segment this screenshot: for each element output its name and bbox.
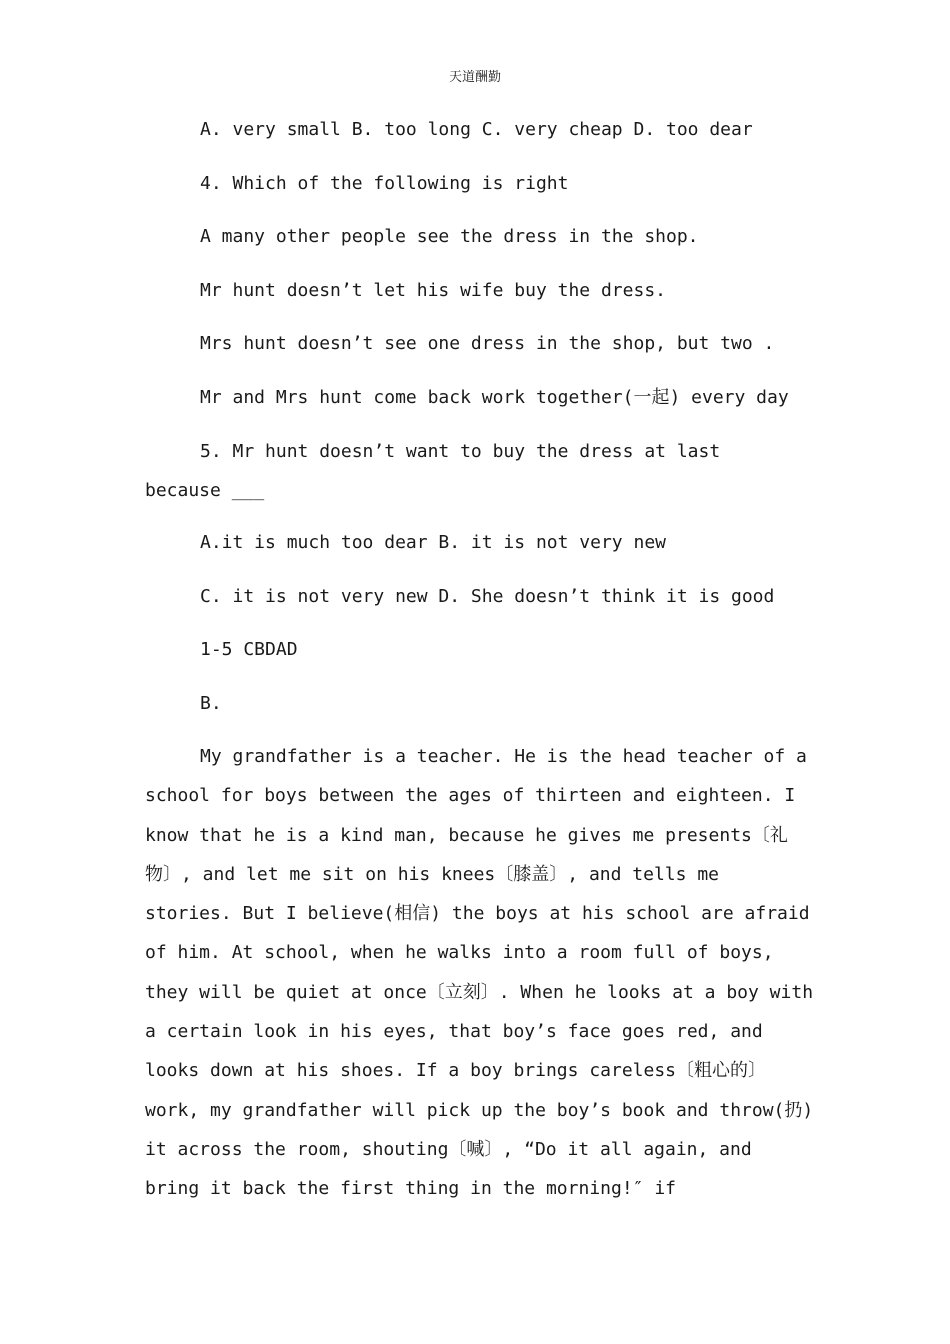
document-body [145, 111, 815, 1209]
question-4: 4. Which of the following is right [200, 172, 569, 194]
option-b-q4: Mr hunt doesn’t let his wife buy the dress. [200, 279, 666, 301]
answer-options-q3: A. very small B. too long C. very cheap D. too dear [200, 119, 753, 140]
question-5-text: 5. Mr hunt doesn’t want to buy the dress at last [200, 441, 721, 462]
answer-key: 1-5 CBDAD [200, 639, 298, 660]
page-header: 天道酬勤 [448, 70, 501, 85]
answer-options-q5-cd: C. it is not very new D. She doesn’t think it is good [200, 585, 775, 607]
reading-passage: My grandfather is a teacher. He is the head teacher of a school for boys between the ages of thirteen and eighteen. I know that he is a kind man, because he gives me presents〔礼物〕, and let me sit on his knees〔膝盖〕, and tells me stories. But I believe(相信) the boys at his school are afraid of him. At school, when he walks into a room full of boys, they will be quiet at once〔立刻〕. When he looks at a boy with a certain look in his eyes, that boy’s face goes red, and looks down at his shoes. If a boy brings careless〔粗心的〕 work, my grandfather will pick up the boy’s book and throw(扔) it across the room, shouting〔喊〕, “Do it all again, and bring it back the first thing in the morning!″ if [145, 746, 814, 1200]
option-a-q4: A many other people see the dress in the shop. [200, 226, 699, 247]
question-5-continuation: because ___ [145, 480, 265, 501]
question-5 [145, 432, 815, 510]
option-d-q4: Mr and Mrs hunt come back work together(一起) every day [200, 386, 789, 408]
option-c-q4: Mrs hunt doesn’t see one dress in the shop, but two . [200, 333, 775, 354]
section-b-heading: B. [200, 692, 222, 714]
answer-options-q5-ab: A.it is much too dear B. it is not very new [200, 532, 666, 553]
